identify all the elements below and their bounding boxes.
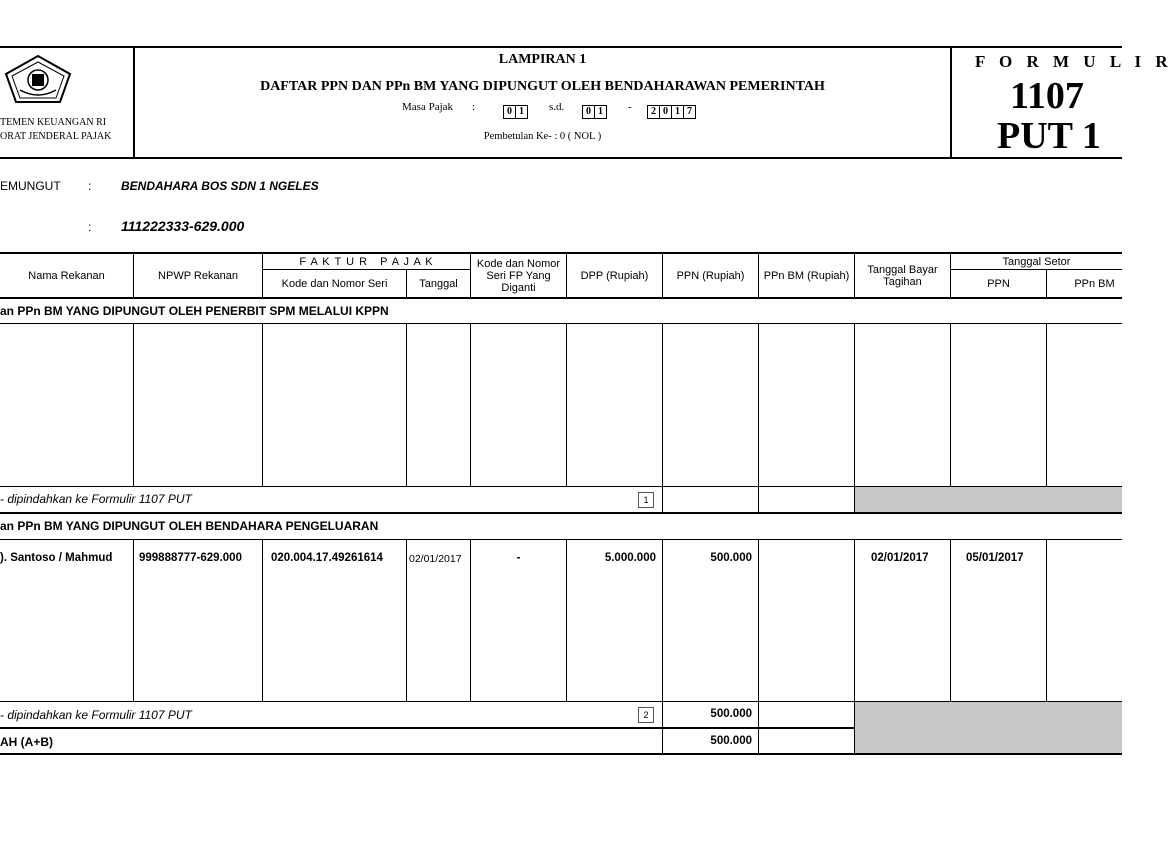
pemungut-value: BENDAHARA BOS SDN 1 NGELES [121,179,319,193]
digit-box: 7 [683,105,696,119]
header-nama-rekanan: Nama Rekanan [28,269,105,282]
section-b-subtotal-label: - dipindahkan ke Formulir 1107 PUT [0,708,192,722]
section-b-marker: 2 [638,707,654,723]
year-boxes [647,101,695,119]
col-line [470,324,471,487]
section-b-title: an PPn BM YANG DIPUNGUT OLEH BENDAHARA PENGELUARAN [0,519,379,533]
section-b-subtotal-ppn: 500.000 [710,708,752,720]
header-faktur-pajak: F A K T U R P A J A K [299,255,434,268]
subtotal-a-shade [855,487,1122,512]
masa-to-boxes [582,101,606,119]
header-row-bottom [0,297,1122,299]
header-dpp: DPP (Rupiah) [580,269,649,282]
logo-caption-2: ORAT JENDERAL PAJAK [0,131,112,142]
section-a-subtotal-label: - dipindahkan ke Formulir 1107 PUT [0,492,192,506]
header-kode-diganti: Kode dan Nomor Seri FP Yang Diganti [476,257,561,294]
faktur-subheader-line [262,269,470,270]
header-top-border [0,46,1122,48]
setor-subheader-line [950,269,1122,270]
col-line [566,324,567,487]
header-setor-ppn: PPN [987,278,1010,290]
row-tanggal-bayar: 02/01/2017 [871,552,929,564]
form-number: 1107 [1010,75,1084,117]
pemungut-colon: : [88,179,92,193]
year-dash: - [628,101,632,113]
col-line [854,540,855,754]
digit-box: 0 [582,105,595,119]
header-kode-seri: Kode dan Nomor Seri [281,278,388,290]
col-line [262,324,263,487]
ministry-logo [0,52,80,112]
form-code: PUT 1 [997,115,1101,157]
col-line [854,324,855,513]
row-dpp: 5.000.000 [604,552,656,564]
header-ppnbm: PPn BM (Rupiah) [763,269,850,282]
masa-from-boxes [503,101,527,119]
col-line [1046,540,1047,702]
header-tanggal-setor: Tanggal Setor [1002,255,1071,268]
row-nama-rekanan: ). Santoso / Mahmud [0,552,113,564]
section-a-marker: 1 [638,492,654,508]
section-a-bottom [0,512,1122,514]
logo-caption-1: TEMEN KEUANGAN RI [0,117,107,128]
total-label: AH (A+B) [0,735,53,749]
col-line [950,324,951,487]
col-line [262,540,263,702]
col-line [406,540,407,702]
col-line [133,324,134,487]
col-line [133,540,134,702]
header-npwp-rekanan: NPWP Rekanan [158,269,238,282]
header-setor-ppnbm: PPn BM [1074,278,1115,290]
pembetulan-label: Pembetulan Ke- : 0 ( NOL ) [483,131,602,142]
total-ppn: 500.000 [710,735,752,747]
pemungut-label: EMUNGUT [0,179,61,193]
section-a-title-bottom [0,323,1122,324]
lampiran-label: LAMPIRAN 1 [498,52,587,67]
document-title: DAFTAR PPN DAN PPn BM YANG DIPUNGUT OLEH BENDAHARAWAN PEMERINTAH [260,79,825,94]
col-line [470,540,471,702]
section-a-body-bottom [0,486,1122,487]
header-tanggal: Tanggal [419,278,458,290]
row-kode-seri: 020.004.17.49261614 [271,552,383,564]
digit-box: 1 [515,105,528,119]
header-divider-right [950,46,952,159]
digit-box: 0 [659,105,672,119]
formulir-word: F O R M U L I R [975,52,1173,71]
row-kode-diganti: - [516,552,521,564]
col-line [1046,324,1047,487]
npwp-value: 111222333-629.000 [121,218,245,234]
masa-pajak-label: Masa Pajak [402,101,454,113]
sd-label: s.d. [549,101,565,113]
table-bottom-border [0,753,1122,755]
npwp-colon: : [88,220,92,234]
section-b-title-bottom [0,539,1122,540]
row-tanggal: 02/01/2017 [409,553,462,565]
col-line [950,540,951,702]
section-b-bottom [0,727,855,729]
col-line [758,540,759,754]
digit-box: 0 [503,105,516,119]
digit-box: 2 [647,105,660,119]
row-ppn: 500.000 [710,552,752,564]
subtotal-b-shade [855,702,1122,754]
header-ppn: PPN (Rupiah) [676,269,745,282]
section-a-title: an PPn BM YANG DIPUNGUT OLEH PENERBIT SPM MELALUI KPPN [0,304,389,318]
header-tanggal-bayar: Tanggal Bayar Tagihan [867,263,938,288]
digit-box: 1 [671,105,684,119]
section-b-body-bottom [0,701,1122,702]
col-line [566,540,567,702]
digit-box: 1 [594,105,607,119]
col-line [406,324,407,487]
masa-pajak-colon: : [472,101,476,113]
col-line [662,324,663,513]
header-bottom-border [0,157,1122,159]
row-npwp-rekanan: 999888777-629.000 [139,552,242,564]
col-line [662,540,663,754]
row-tanggal-setor-ppn: 05/01/2017 [966,552,1024,564]
col-line [758,324,759,513]
